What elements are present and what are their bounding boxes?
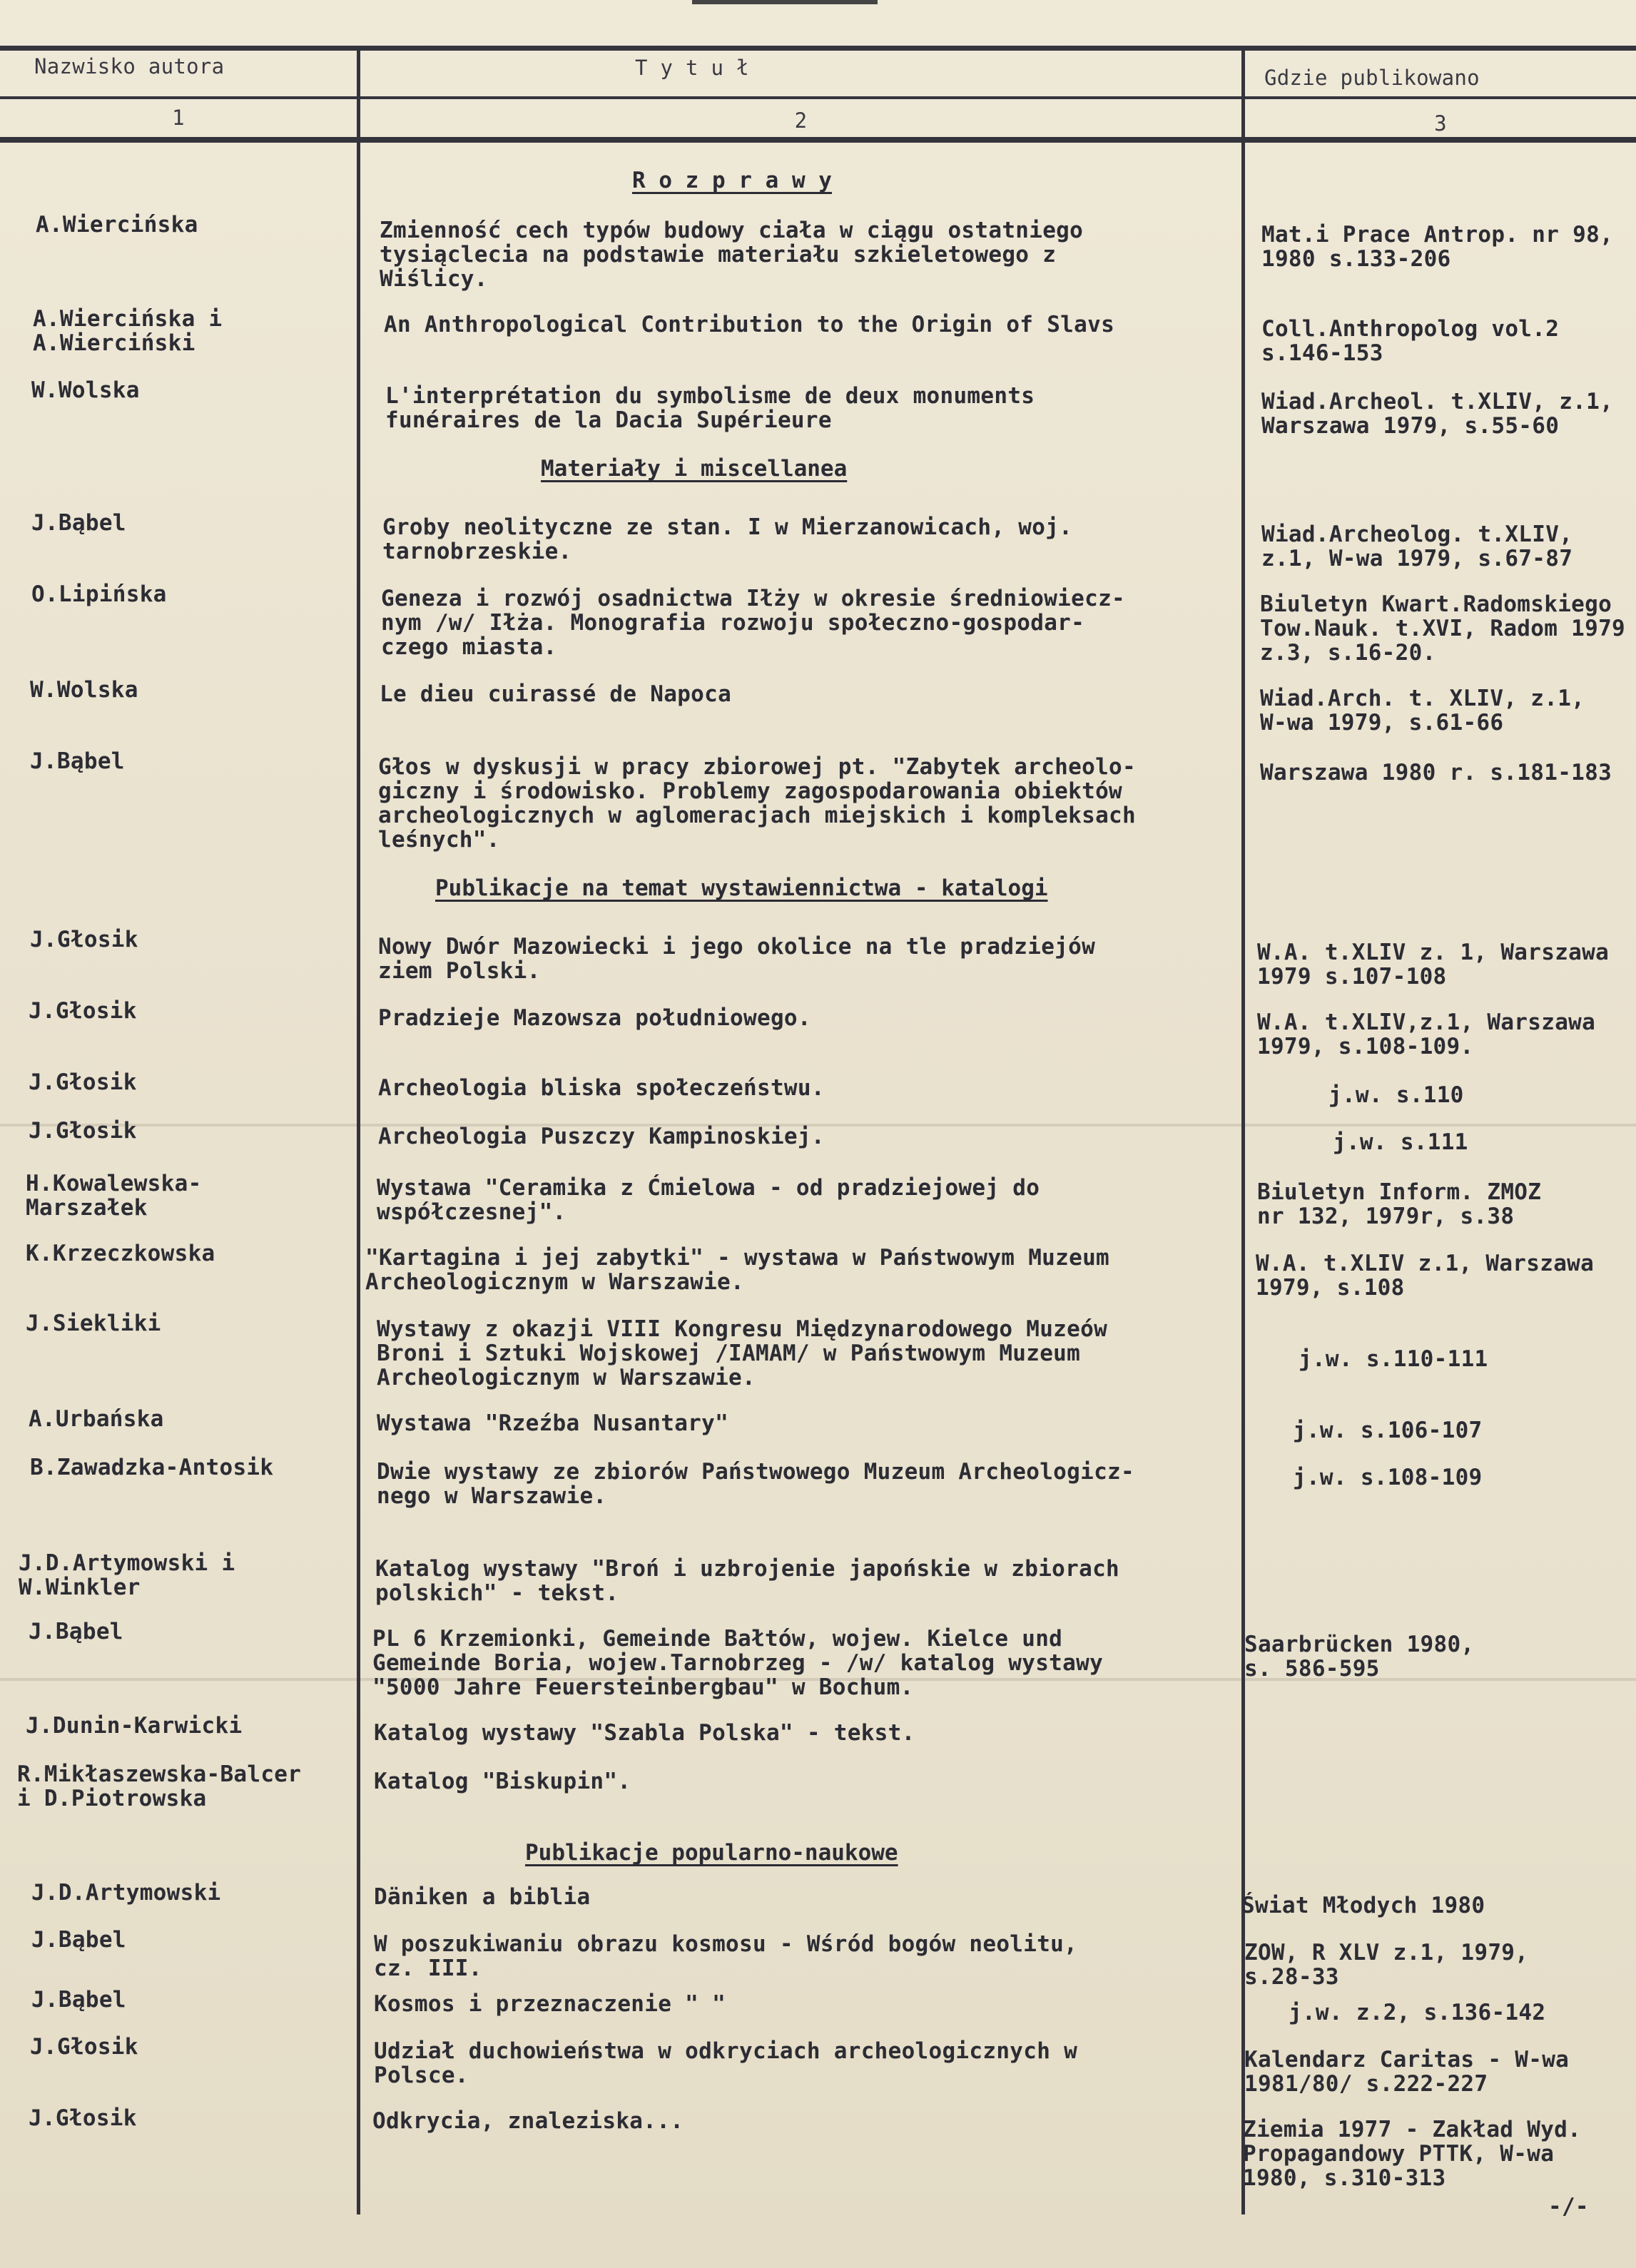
table-row-title: Udział duchowieństwa w odkryciach archeologicznych w Polsce. [374, 2038, 1078, 2088]
table-row-author: K.Krzeczkowska [26, 1241, 215, 1266]
table-row-title: Archeologia Puszczy Kampinoskiej. [378, 1124, 825, 1149]
table-row-publication: Mat.i Prace Antrop. nr 98, 1980 s.133-206 [1261, 222, 1614, 272]
table-row-title: Groby neolityczne ze stan. I w Mierzanowicach, woj. tarnobrzeskie. [382, 514, 1073, 564]
table-row-publication: j.w. s.110-111 [1299, 1346, 1488, 1372]
column-number: 2 [794, 108, 808, 133]
table-row-author: J.Głosik [29, 998, 137, 1024]
top-rule [692, 0, 878, 4]
section-heading: R o z p r a w y [632, 168, 832, 193]
table-row-publication: Wiad.Archeol. t.XLIV, z.1, Warszawa 1979, s.55-60 [1261, 389, 1614, 439]
table-row-publication: j.w. s.106-107 [1293, 1418, 1483, 1443]
table-row-author: W.Wolska [30, 677, 138, 703]
table-row-publication: j.w. s.110 [1328, 1082, 1464, 1108]
table-row-author: A.Wiercińska i A.Wierciński [33, 306, 223, 356]
table-row-publication: Warszawa 1980 r. s.181-183 [1260, 760, 1612, 785]
column-divider [357, 46, 360, 2214]
header-author: Nazwisko autora [34, 54, 225, 78]
table-row-author: J.Siekliki [26, 1311, 161, 1336]
table-row-title: Däniken a biblia [374, 1884, 591, 1910]
section-heading: Materiały i miscellanea [541, 456, 848, 482]
table-row-title: L'interprétation du symbolisme de deux monuments funéraires de la Dacia Supérieure [385, 383, 1035, 433]
table-row-publication: Saarbrücken 1980, s. 586-595 [1244, 1632, 1475, 1682]
table-row-publication: Ziemia 1977 - Zakład Wyd. Propagandowy PTTK, W-wa 1980, s.310-313 [1243, 2117, 1582, 2191]
table-row-title: Wystawa "Ceramika z Ćmielowa - od pradziejowej do współczesnej". [377, 1175, 1040, 1225]
table-row-publication: j.w. z.2, s.136-142 [1289, 2000, 1546, 2025]
table-row-publication: Biuletyn Kwart.Radomskiego Tow.Nauk. t.XVI, Radom 1979 z.3, s.16-20. [1260, 591, 1626, 666]
section-heading: Publikacje na temat wystawiennictwa - katalogi [435, 875, 1048, 901]
table-row-publication: Wiad.Archeolog. t.XLIV, z.1, W-wa 1979, s.67-87 [1261, 522, 1573, 571]
table-row-title: Nowy Dwór Mazowiecki i jego okolice na tle pradziejów ziem Polski. [378, 934, 1096, 984]
table-row-author: J.Głosik [29, 2105, 137, 2131]
end-mark: -/- [1548, 2194, 1589, 2219]
header-published: Gdzie publikowano [1264, 66, 1480, 90]
table-row-author: J.Bąbel [31, 510, 126, 536]
table-row-author: R.Mikłaszewska-Balcer i D.Piotrowska [17, 1761, 302, 1811]
header-rule-bottom [0, 137, 1636, 143]
header-title: T y t u ł [635, 56, 749, 80]
table-row-title: Le dieu cuirassé de Napoca [380, 681, 732, 707]
table-row-publication: Kalendarz Caritas - W-wa 1981/80/ s.222-227 [1244, 2047, 1570, 2097]
table-row-title: PL 6 Krzemionki, Gemeinde Bałtów, wojew. Kielce und Gemeinde Boria, wojew.Tarnobrzeg - /w/ katalog wystawy "5000 Jahre Feuersteinbergbau" w Bochum. [372, 1626, 1104, 1700]
column-number: 1 [172, 106, 185, 130]
table-row-author: J.Dunin-Karwicki [26, 1713, 243, 1739]
table-row-author: J.Bąbel [31, 1927, 126, 1953]
table-row-publication: W.A. t.XLIV z.1, Warszawa 1979, s.108 [1256, 1251, 1595, 1301]
table-row-publication: j.w. s.111 [1333, 1129, 1468, 1155]
table-row-author: B.Zawadzka-Antosik [30, 1455, 274, 1480]
table-row-author: J.Głosik [29, 1118, 137, 1144]
table-row-author: A.Urbańska [29, 1406, 164, 1432]
table-row-publication: W.A. t.XLIV,z.1, Warszawa 1979, s.108-109. [1257, 1010, 1596, 1059]
table-row-author: J.Głosik [30, 927, 138, 952]
header-rule-top [0, 46, 1636, 51]
table-row-author: W.Wolska [31, 377, 140, 403]
table-row-publication: Biuletyn Inform. ZMOZ nr 132, 1979r, s.38 [1257, 1179, 1542, 1229]
column-number: 3 [1434, 111, 1447, 136]
table-row-publication: Świat Młodych 1980 [1241, 1893, 1485, 1918]
table-row-author: J.Bąbel [30, 748, 125, 774]
header-rule-mid [0, 96, 1636, 99]
table-row-publication: j.w. s.108-109 [1293, 1465, 1483, 1490]
table-row-author: J.Głosik [30, 2034, 138, 2060]
table-row-author: J.Głosik [29, 1069, 137, 1095]
table-row-title: Dwie wystawy ze zbiorów Państwowego Muzeum Archeologicz- nego w Warszawie. [377, 1459, 1134, 1509]
table-row-author: J.Bąbel [31, 1987, 126, 2013]
table-row-title: Odkrycia, znaleziska... [372, 2108, 684, 2134]
table-row-publication: W.A. t.XLIV z. 1, Warszawa 1979 s.107-108 [1257, 940, 1610, 990]
table-row-publication: Coll.Anthropolog vol.2 s.146-153 [1261, 316, 1560, 366]
column-divider [1241, 46, 1245, 2214]
table-row-title: W poszukiwaniu obrazu kosmosu - Wśród bogów neolitu, cz. III. [374, 1931, 1078, 1981]
table-row-title: Katalog "Biskupin". [374, 1769, 631, 1794]
table-row-title: Archeologia bliska społeczeństwu. [378, 1075, 825, 1101]
table-row-title: Wystawy z okazji VIII Kongresu Międzynarodowego Muzeów Broni i Sztuki Wojskowej /IAMAM/ w Państwowym Muzeum Archeologicznym w Warszawie. [377, 1316, 1108, 1390]
table-row-title: Geneza i rozwój osadnictwa Iłży w okresie średniowiecz- nym /w/ Iłża. Monografia rozwoju społeczno-gospodar- czego miasta. [381, 586, 1125, 660]
table-row-author: J.Bąbel [29, 1619, 123, 1644]
table-row-publication: Wiad.Arch. t. XLIV, z.1, W-wa 1979, s.61-66 [1260, 686, 1585, 736]
table-row-title: Głos w dyskusji w pracy zbiorowej pt. "Zabytek archeolo- giczny i środowisko. Problemy zagospodarowania obiektów archeologicznych w aglomeracjach miejskich i kompleksach leśnych". [378, 754, 1136, 853]
table-row-author: A.Wiercińska [36, 212, 198, 238]
section-heading: Publikacje popularno-naukowe [525, 1840, 898, 1866]
table-row-title: "Kartagina i jej zabytki" - wystawa w Państwowym Muzeum Archeologicznym w Warszawie. [365, 1245, 1109, 1295]
table-row-author: H.Kowalewska- Marszałek [26, 1171, 202, 1221]
table-row-author: O.Lipińska [31, 581, 167, 607]
table-row-publication: ZOW, R XLV z.1, 1979, s.28-33 [1244, 1940, 1529, 1990]
table-row-title: Pradzieje Mazowsza południowego. [378, 1005, 811, 1031]
table-row-title: Katalog wystawy "Szabla Polska" - tekst. [374, 1720, 915, 1746]
table-row-author: J.D.Artymowski i W.Winkler [19, 1550, 235, 1600]
table-row-title: Zmienność cech typów budowy ciała w ciągu ostatniego tysiąclecia na podstawie materiału szkieletowego z Wiślicy. [380, 218, 1084, 292]
table-row-title: Katalog wystawy "Broń i uzbrojenie japońskie w zbiorach polskich" - tekst. [375, 1556, 1119, 1606]
table-row-title: Kosmos i przeznaczenie " " [374, 1991, 726, 2017]
table-row-author: J.D.Artymowski [31, 1880, 221, 1906]
table-row-title: Wystawa "Rzeźba Nusantary" [377, 1410, 729, 1436]
table-row-title: An Anthropological Contribution to the Origin of Slavs [384, 312, 1115, 337]
